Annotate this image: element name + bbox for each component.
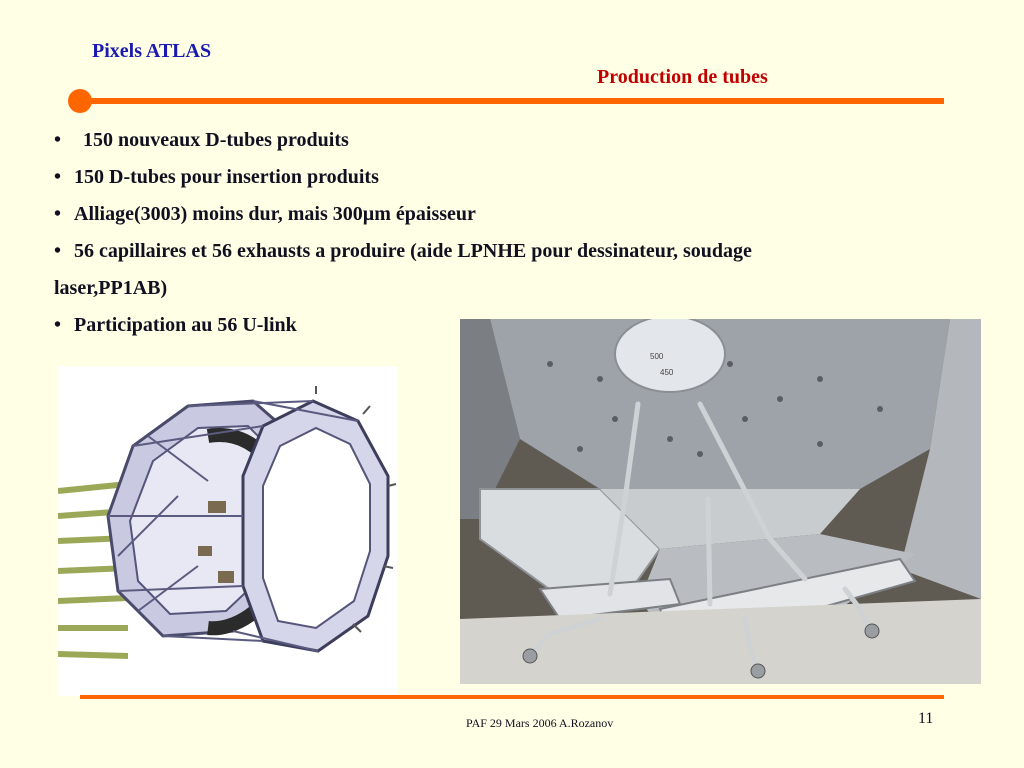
tube-assembly-drawing bbox=[460, 319, 981, 684]
bullet-marker: • bbox=[54, 240, 62, 262]
bullet-item-continuation bbox=[54, 274, 964, 311]
divider-dot bbox=[68, 89, 92, 113]
slide-title: Production de tubes bbox=[597, 66, 768, 88]
bullet-text: 150 nouveaux D-tubes produits bbox=[83, 129, 349, 151]
bullet-list bbox=[54, 126, 964, 348]
bullet-marker: • bbox=[54, 203, 62, 225]
bullet-text: Participation au 56 U-link bbox=[74, 314, 297, 336]
bullet-text: 56 capillaires et 56 exhausts a produire (aide LPNHE pour dessinateur, soudage bbox=[74, 240, 752, 262]
bullet-item bbox=[54, 163, 964, 200]
bullet-marker: • bbox=[54, 129, 62, 151]
bottom-divider bbox=[80, 695, 944, 699]
scale-label: 450 bbox=[660, 368, 674, 377]
bullet-text: Alliage(3003) moins dur, mais 300µm épaisseur bbox=[74, 203, 476, 225]
slide-header-left: Pixels ATLAS bbox=[92, 40, 212, 62]
scale-label: 500 bbox=[650, 352, 664, 361]
page-number: 11 bbox=[918, 710, 934, 727]
bullet-text: 150 D-tubes pour insertion produits bbox=[74, 166, 379, 188]
bullet-item bbox=[54, 126, 964, 163]
top-divider bbox=[80, 98, 944, 104]
bullet-item bbox=[54, 200, 964, 237]
cad-frame-drawing bbox=[58, 366, 397, 696]
bullet-text: laser,PP1AB) bbox=[54, 277, 168, 299]
cad-frame-image bbox=[58, 366, 397, 696]
tube-assembly-photo bbox=[460, 319, 981, 684]
bullet-item bbox=[54, 237, 964, 274]
bullet-marker: • bbox=[54, 314, 62, 336]
bullet-marker: • bbox=[54, 166, 62, 188]
footer-text: PAF 29 Mars 2006 A.Rozanov bbox=[466, 716, 614, 730]
